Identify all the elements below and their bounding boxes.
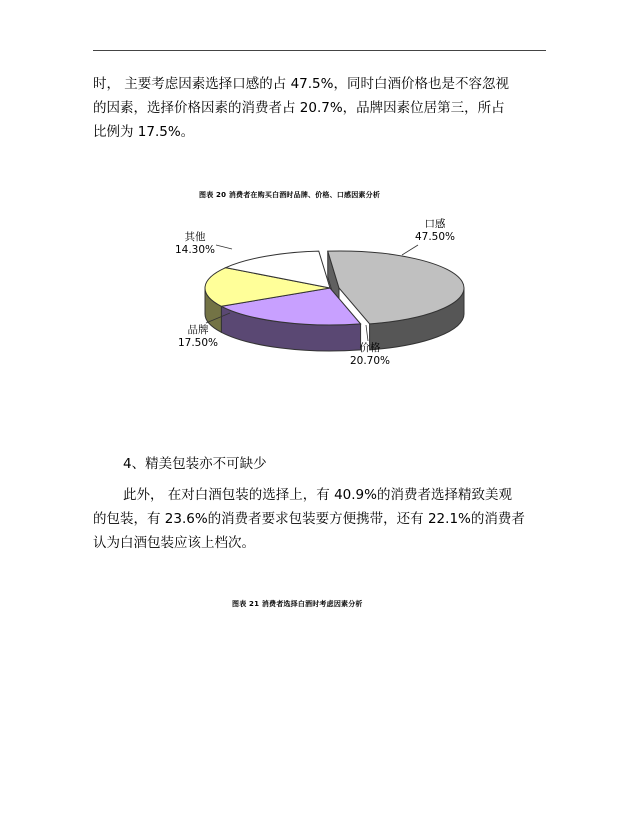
pie-label-name: 品牌 (187, 324, 209, 336)
pie-label-name: 价格 (359, 342, 381, 354)
pie-chart-figure-20 (170, 215, 470, 380)
pie-leader-line (366, 325, 368, 341)
paragraph-line: 的因素，选择价格因素的消费者占 20.7%，品牌因素位居第三，所占 (93, 100, 505, 116)
pie-label-value: 47.50% (414, 231, 456, 243)
pie-label-value: 17.50% (177, 337, 219, 349)
pie-chart-svg (170, 215, 470, 380)
paragraph-line: 认为白酒包装应该上档次。 (93, 535, 255, 551)
paragraph-line: 此外， 在对白酒包装的选择上，有 40.9%的消费者选择精致美观 (123, 487, 512, 503)
pie-label-name: 其他 (184, 231, 206, 243)
section-4-heading: 4、精美包装亦不可缺少 (123, 456, 267, 472)
header-rule (93, 50, 546, 51)
pie-label-value: 14.30% (174, 244, 216, 256)
pie-leader-line (216, 245, 232, 249)
pie-label-value: 20.70% (349, 355, 391, 367)
paragraph-consumption-factors (93, 72, 509, 144)
paragraph-line: 的包装，有 23.6%的消费者要求包装要方便携带，还有 22.1%的消费者 (93, 511, 525, 527)
paragraph-packaging (93, 483, 525, 555)
paragraph-line: 时， 主要考虑因素选择口感的占 47.5%，同时白酒价格也是不容忽视 (93, 76, 509, 92)
figure-20-caption: 图表 20 消费者在购买白酒时品牌、价格、口感因素分析 (199, 191, 381, 199)
pie-label-name: 口感 (424, 218, 446, 230)
figure-21-caption: 图表 21 消费者选择白酒时考虑因素分析 (232, 600, 363, 608)
pie-leader-line (402, 245, 418, 255)
paragraph-line: 比例为 17.5%。 (93, 124, 195, 140)
